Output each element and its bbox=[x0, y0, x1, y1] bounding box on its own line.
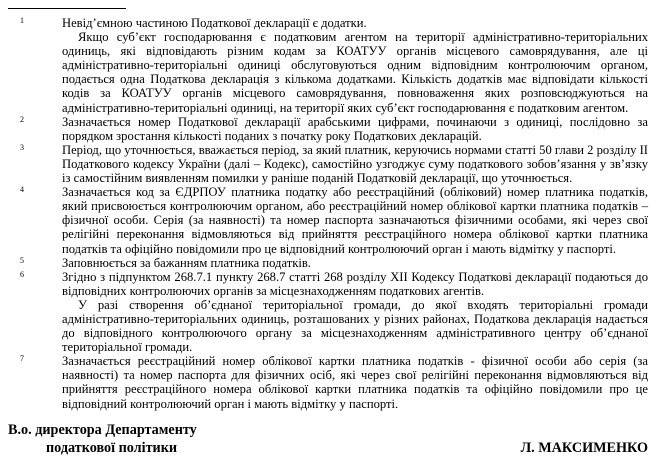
footnote-4 bbox=[0, 185, 662, 255]
footnote-number: 7 bbox=[20, 354, 24, 364]
footnote-text: Зазначається код за ЄДРПОУ платника податку або реєстраційний (обліковий) номер платника податків, який присвоюється контролюючим органом, або реєстраційний номер облікової картки платника податків – фізичної особи. Серія (за наявності) та номер паспорта зазначаються фізичними особами, які через свої релігійні переконання відмовляються від прийняття реєстраційного номера облікової картки платника податків та офіційно повідомили про це відповідний контролюючий орган і мають відмітку у паспорті. bbox=[62, 185, 648, 256]
footnote-number: 3 bbox=[20, 142, 24, 152]
signatory-name: Л. МАКСИМЕНКО bbox=[520, 440, 648, 456]
footnote-number: 2 bbox=[20, 114, 24, 124]
footnote-6 bbox=[0, 270, 662, 355]
footnote-text: Заповнюється за бажанням платника податків. bbox=[62, 255, 311, 270]
footnote-text: Зазначається номер Податкової декларації арабськими цифрами, починаючи з одиниці, послідовно за порядком зростання кількості поданих з початку року Податкових декларацій. bbox=[62, 114, 648, 143]
footnote-text: У разі створення об’єднаної територіальної громади, до якої входять територіальні громади адміністративно-територіальних одиниць, розташованих у різних районах, Податкова декларація надається до відповідного контролюючого органу за місцезнаходженням адміністративного центру об’єднаної територіальної громади. bbox=[62, 297, 648, 355]
footnote-text: Невід’ємною частиною Податкової декларації є додатки. bbox=[62, 16, 367, 30]
footnote-5 bbox=[0, 256, 662, 270]
signatory-title-line1: В.о. директора Департаменту bbox=[8, 422, 197, 438]
signature-block bbox=[8, 421, 648, 457]
footnote-2 bbox=[0, 115, 662, 143]
footnote-number: 5 bbox=[20, 255, 24, 265]
footnote-text: Якщо суб’єкт господарювання є податковим агентом на території адміністративно-територіальних одиниць, які відповідають різним кодам за КОАТУУ органів місцевого самоврядування, але ці адміністративно-територіальні одиниці обслуговуються одним відповідним контролюючим органом, подається одна Податкова декларація з кількома додатками. Кількість додатків має відповідати кількості кодів за КОАТУУ органів місцевого самоврядування, повноваження яких розповсюджуються на адміністративно-територіальні одиниці, на території яких суб’єкт господарювання є податковим агентом. bbox=[62, 30, 648, 115]
footnotes bbox=[0, 16, 662, 411]
footnote-number: 6 bbox=[20, 269, 24, 279]
footnote-number: 1 bbox=[20, 16, 24, 25]
footnote-3 bbox=[0, 143, 662, 185]
footnote-text: Період, що уточнюється, вважається період, за який платник, керуючись нормами статті 50 глави 2 розділу II Податкового кодексу України (далі – Кодекс), самостійно узгоджує суму податкового зобов’язання у зв’язку із самостійним виявленням помилки у раніше поданій Податковій декларації, що уточнюється. bbox=[62, 142, 648, 186]
signatory-title-line2: податкової політики bbox=[46, 440, 178, 456]
footnote-number: 4 bbox=[20, 185, 24, 195]
footnote-text: Зазначається реєстраційний номер облікової картки платника податків - фізичної особи або серія (за наявності) та номер паспорта для фізичних осіб, які через свої релігійні переконання відмовляються від прийняття реєстраційного номера облікової картки платника податків та офіційно повідомили про це відповідний контролюючий орган і мають відмітку у паспорті. bbox=[62, 354, 648, 411]
footnote-1 bbox=[0, 16, 662, 115]
footnote-text: Згідно з підпунктом 268.7.1 пункту 268.7 статті 268 розділу XII Кодексу Податкові декларації подаються до відповідних контролюючих органів за місцезнаходженням податкових агентів. bbox=[62, 269, 648, 298]
footnote-separator bbox=[8, 8, 126, 9]
footnote-7 bbox=[0, 354, 662, 410]
